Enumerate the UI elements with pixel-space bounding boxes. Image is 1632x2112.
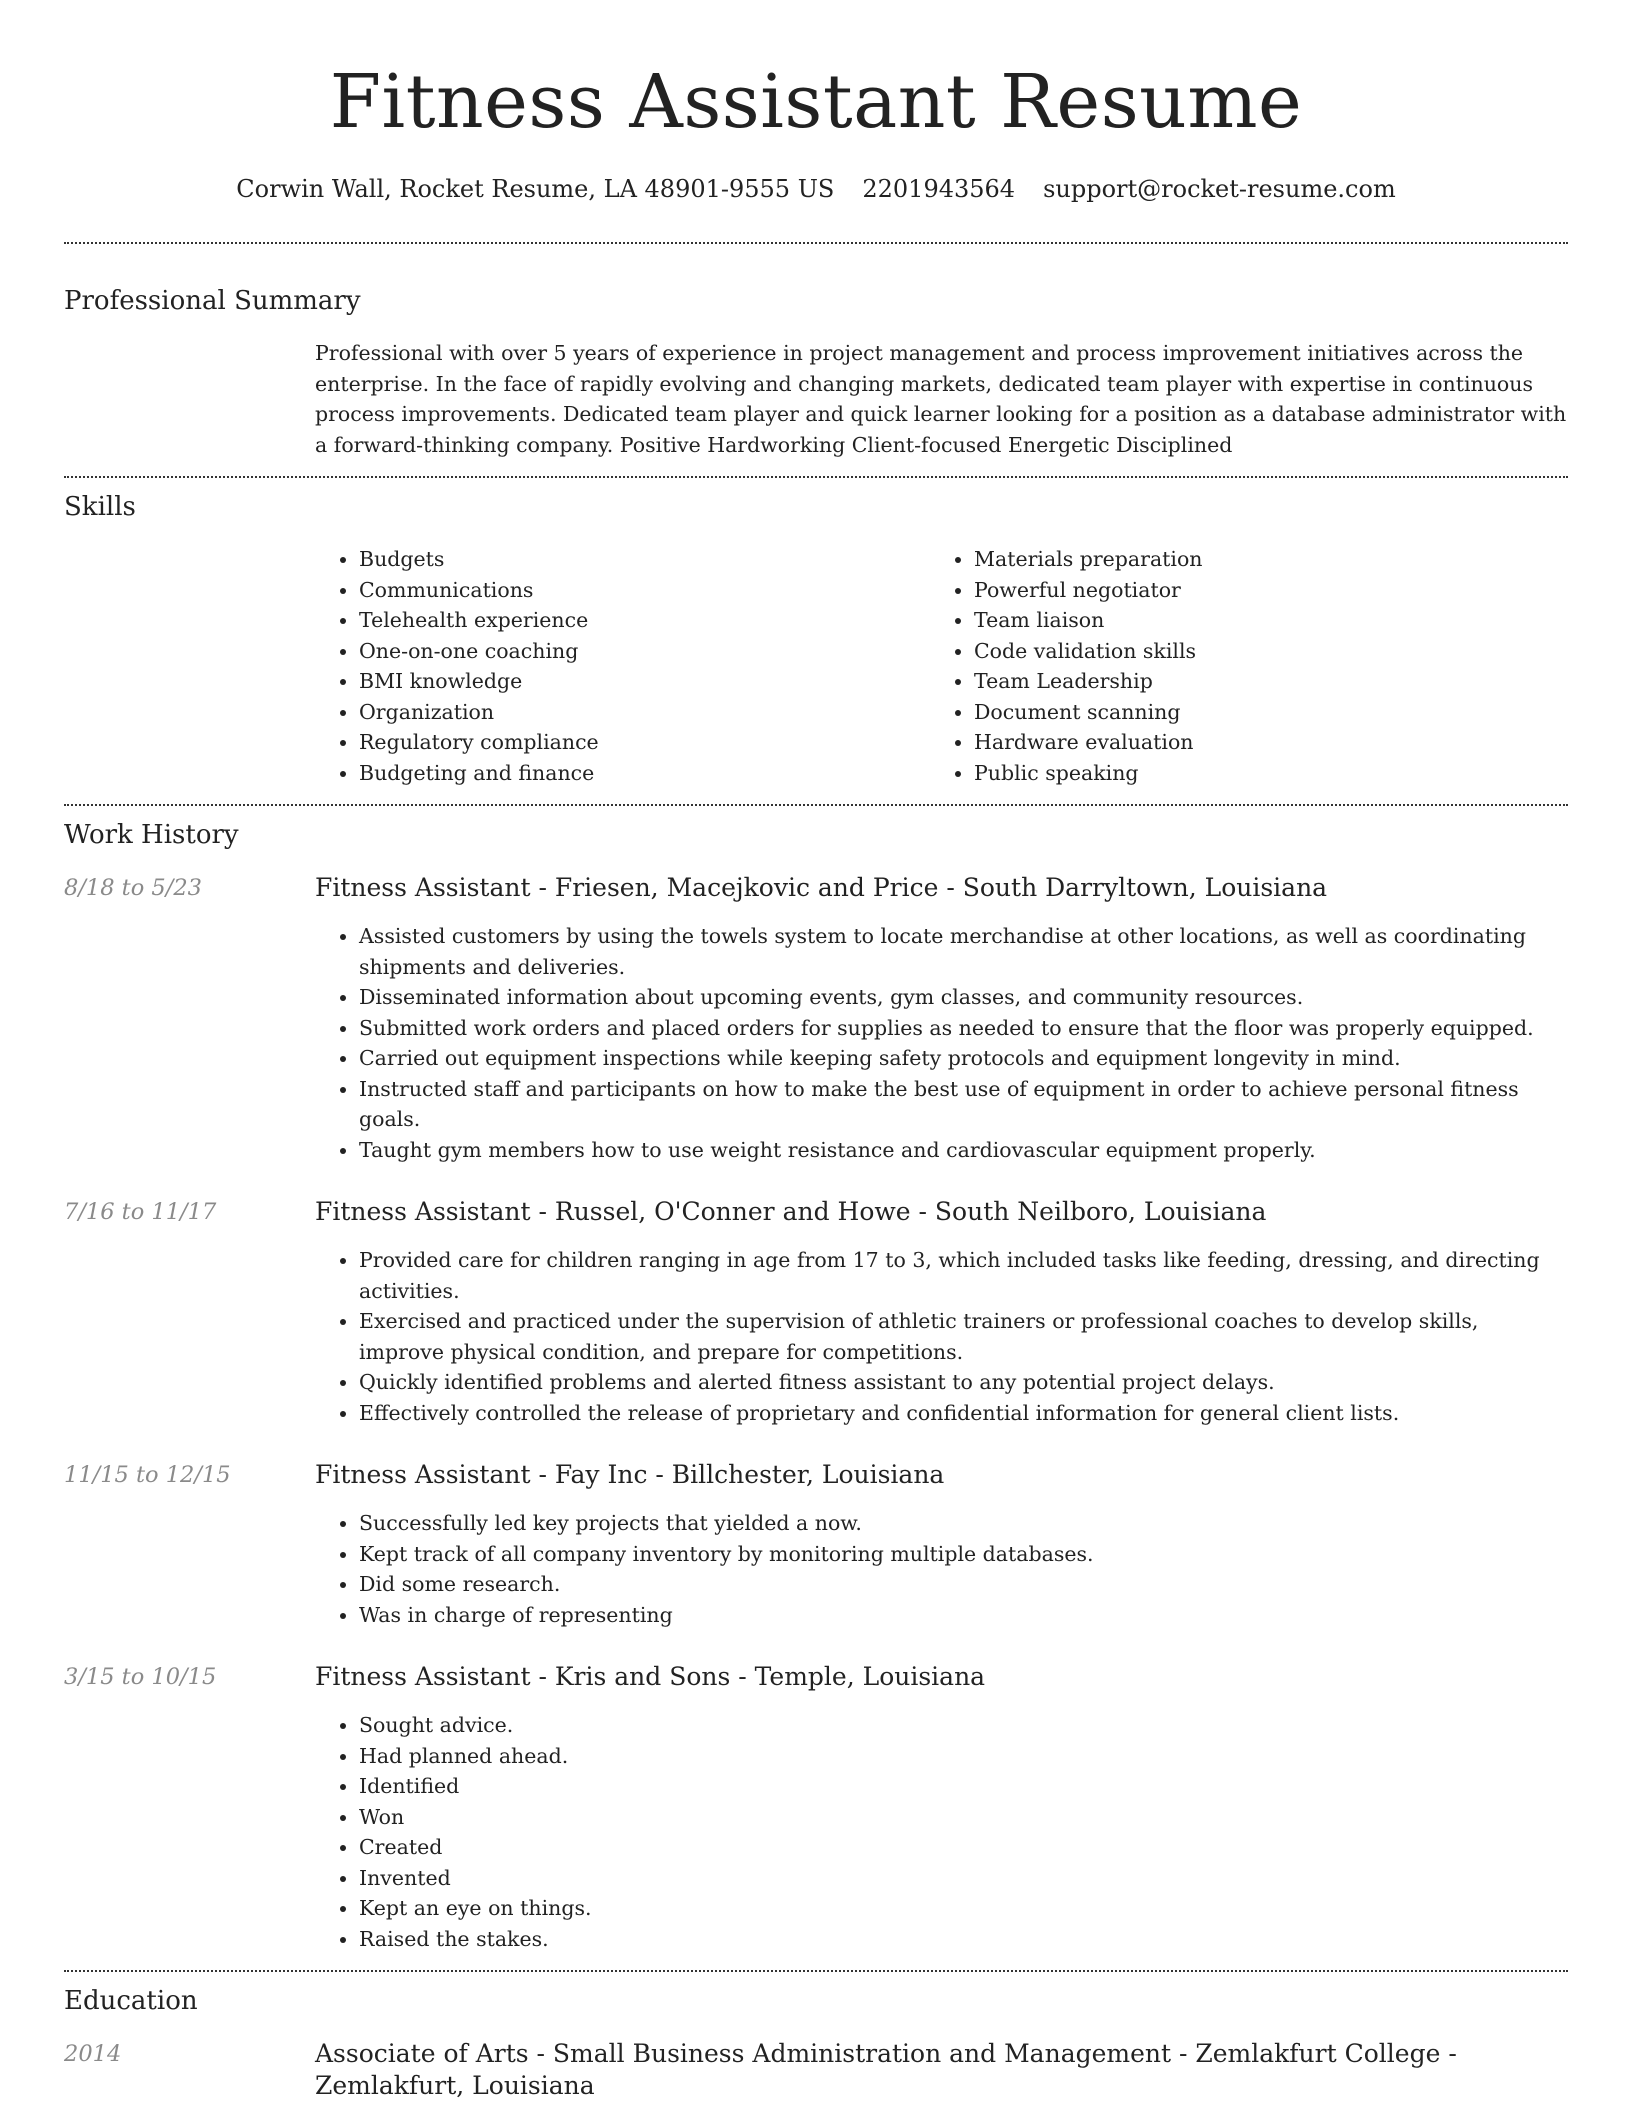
education-section — [64, 1984, 1568, 2102]
contact-phone: 2201943564 — [862, 175, 1016, 203]
job-bullet: • Had planned ahead. — [359, 1741, 1568, 1772]
skills-grid — [315, 544, 1568, 788]
summary-heading: Professional Summary — [64, 286, 361, 316]
job-bullet: • Invented — [359, 1863, 1568, 1894]
page-title: Fitness Assistant Resume — [329, 59, 1303, 145]
contact-line — [64, 172, 1568, 206]
job-title: Fitness Assistant - Friesen, Macejkovic and Price - South Darryltown, Louisiana — [315, 873, 1328, 902]
summary-left-col — [64, 338, 315, 460]
work-heading: Work History — [64, 820, 239, 850]
skill-item: • Organization — [359, 697, 930, 728]
skill-item: • Document scanning — [974, 697, 1545, 728]
job-dates: 7/16 to 11/17 — [64, 1199, 217, 1225]
summary-text: Professional with over 5 years of experience in project management and process improvement initiatives across the enterprise. In the face of rapidly evolving and changing markets, dedicated team player with expertise in continuous process improvements. Dedicated team player and quick learner looking for a position as a database administrator with a forward-thinking company. Positive Hardworking Client-focused Energetic Disciplined — [315, 341, 1567, 457]
job-bullets — [315, 1710, 1568, 1954]
job-bullet: • Identified — [359, 1771, 1568, 1802]
job-bullet: • Instructed staff and participants on how to make the best use of equipment in order to achieve personal fitness goals. — [359, 1074, 1568, 1135]
job-details — [315, 1459, 1568, 1630]
job-bullet: • Won — [359, 1802, 1568, 1833]
summary-divider — [64, 476, 1568, 478]
job-bullet: • Provided care for children ranging in age from 17 to 3, which included tasks like feeding, dressing, and directing activities. — [359, 1245, 1568, 1306]
skill-item: • Budgeting and finance — [359, 758, 930, 789]
job-entry — [64, 1459, 1568, 1630]
summary-right-col — [315, 338, 1568, 460]
education-heading: Education — [64, 1986, 198, 2016]
job-details — [315, 1661, 1568, 1954]
job-bullet: • Effectively controlled the release of proprietary and confidential information for general client lists. — [359, 1398, 1568, 1429]
skills-section — [64, 490, 1568, 788]
job-details — [315, 872, 1568, 1165]
skill-item: • One-on-one coaching — [359, 636, 930, 667]
skill-item: • Budgets — [359, 544, 930, 575]
skill-item: • Team liaison — [974, 605, 1545, 636]
summary-section — [64, 284, 1568, 460]
education-entry — [64, 2038, 1568, 2102]
work-divider — [64, 1970, 1568, 1972]
skill-item: • Public speaking — [974, 758, 1545, 789]
job-bullet: • Assisted customers by using the towels system to locate merchandise at other locations, as well as coordinating shipments and deliveries. — [359, 921, 1568, 982]
job-bullets — [315, 1245, 1568, 1428]
job-entry — [64, 1196, 1568, 1428]
header-divider — [64, 242, 1568, 244]
job-bullet: • Did some research. — [359, 1569, 1568, 1600]
skills-left-col — [64, 544, 315, 788]
skill-item: • Regulatory compliance — [359, 727, 930, 758]
job-bullet: • Created — [359, 1832, 1568, 1863]
job-bullet: • Kept an eye on things. — [359, 1893, 1568, 1924]
skills-list-right — [930, 544, 1545, 788]
skills-row — [64, 544, 1568, 788]
skill-item: • Telehealth experience — [359, 605, 930, 636]
education-year: 2014 — [64, 2041, 122, 2067]
job-bullets — [315, 921, 1568, 1165]
job-bullet: • Successfully led key projects that yielded a now. — [359, 1508, 1568, 1539]
job-details — [315, 1196, 1568, 1428]
skills-list-left — [315, 544, 930, 788]
job-bullet: • Carried out equipment inspections while keeping safety protocols and equipment longevity in mind. — [359, 1043, 1568, 1074]
summary-row — [64, 338, 1568, 460]
job-bullet: • Quickly identified problems and alerted fitness assistant to any potential project delays. — [359, 1367, 1568, 1398]
job-bullet: • Was in charge of representing — [359, 1600, 1568, 1631]
education-details — [315, 2038, 1568, 2102]
skill-item: • Hardware evaluation — [974, 727, 1545, 758]
job-bullet: • Disseminated information about upcoming events, gym classes, and community resources. — [359, 982, 1568, 1013]
contact-email: support@rocket-resume.com — [1043, 175, 1396, 203]
skills-heading: Skills — [64, 492, 136, 522]
job-bullet: • Sought advice. — [359, 1710, 1568, 1741]
contact-address: Corwin Wall, Rocket Resume, LA 48901-9555 US — [236, 175, 835, 203]
job-bullet: • Taught gym members how to use weight resistance and cardiovascular equipment properly. — [359, 1135, 1568, 1166]
job-bullet: • Exercised and practiced under the supervision of athletic trainers or professional coaches to develop skills, improve physical condition, and prepare for competitions. — [359, 1306, 1568, 1367]
job-title: Fitness Assistant - Kris and Sons - Temple, Louisiana — [315, 1662, 986, 1691]
job-dates: 8/18 to 5/23 — [64, 875, 202, 901]
skill-item: • Powerful negotiator — [974, 575, 1545, 606]
job-bullets — [315, 1508, 1568, 1630]
job-dates: 3/15 to 10/15 — [64, 1664, 217, 1690]
education-title: Associate of Arts - Small Business Administration and Management - Zemlakfurt College - Zemlakfurt, Louisiana — [315, 2039, 1457, 2100]
job-entry — [64, 872, 1568, 1165]
skill-item: • Code validation skills — [974, 636, 1545, 667]
job-bullet: • Kept track of all company inventory by monitoring multiple databases. — [359, 1539, 1568, 1570]
job-title: Fitness Assistant - Russel, O'Conner and Howe - South Neilboro, Louisiana — [315, 1197, 1267, 1226]
skill-item: • BMI knowledge — [359, 666, 930, 697]
job-bullet: • Raised the stakes. — [359, 1924, 1568, 1955]
skill-item: • Communications — [359, 575, 930, 606]
skill-item: • Team Leadership — [974, 666, 1545, 697]
skills-divider — [64, 804, 1568, 806]
job-bullet: • Submitted work orders and placed orders for supplies as needed to ensure that the floor was properly equipped. — [359, 1013, 1568, 1044]
job-title: Fitness Assistant - Fay Inc - Billchester, Louisiana — [315, 1460, 945, 1489]
job-dates: 11/15 to 12/15 — [64, 1462, 231, 1488]
skill-item: • Materials preparation — [974, 544, 1545, 575]
job-entry — [64, 1661, 1568, 1954]
work-section — [64, 818, 1568, 1954]
